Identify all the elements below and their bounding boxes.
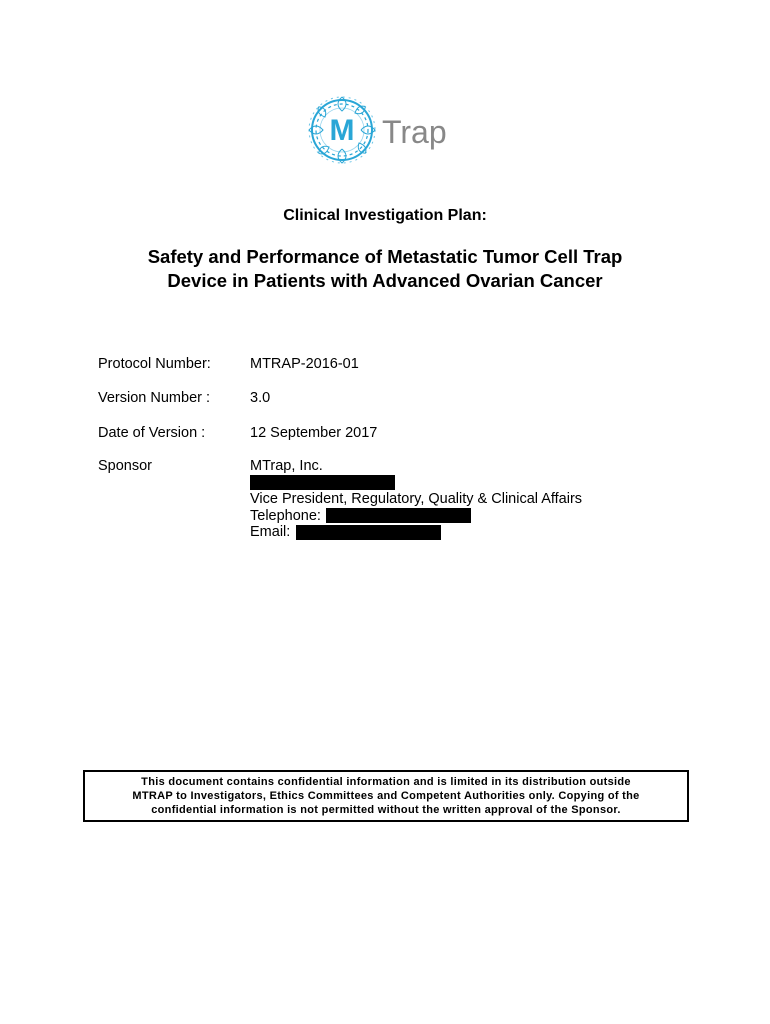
sponsor-label: Sponsor — [98, 458, 153, 474]
study-title-line-1: Safety and Performance of Metastatic Tumor Cell Trap — [147, 246, 623, 267]
study-title — [0, 245, 770, 293]
telephone-label: Telephone: — [250, 507, 321, 524]
sponsor-contact-redacted — [250, 475, 582, 492]
date-label: Date of Version : — [98, 425, 206, 441]
confidentiality-notice — [83, 770, 689, 822]
sponsor-role: Vice President, Regulatory, Quality & Clinical Affairs — [250, 491, 583, 507]
redaction-bar — [326, 508, 471, 523]
logo-wordmark: Trap — [382, 114, 447, 150]
version-label: Version Number : — [98, 390, 211, 406]
version-value: 3.0 — [250, 390, 271, 406]
study-title-line-2: Device in Patients with Advanced Ovarian Cancer — [167, 270, 603, 291]
redaction-bar — [250, 475, 395, 490]
telephone-line — [250, 508, 582, 525]
email-label: Email: — [250, 524, 291, 540]
logo-letter: M — [329, 114, 355, 147]
email-line — [250, 524, 582, 541]
mtrap-logo — [306, 94, 466, 166]
sponsor-name: MTrap, Inc. — [250, 458, 323, 474]
notice-line-1: This document contains confidential information and is limited in its distribution outside — [141, 776, 631, 788]
sponsor-block — [250, 458, 582, 541]
redaction-bar — [296, 525, 441, 540]
plan-heading: Clinical Investigation Plan: — [283, 207, 487, 224]
protocol-value: MTRAP-2016-01 — [250, 356, 359, 372]
date-value: 12 September 2017 — [250, 425, 378, 441]
protocol-label: Protocol Number: — [98, 356, 211, 372]
notice-line-2: MTRAP to Investigators, Ethics Committees and Competent Authorities only. Copying of the — [132, 790, 640, 802]
notice-line-3: confidential information is not permitted without the written approval of the Sponsor. — [151, 804, 621, 816]
